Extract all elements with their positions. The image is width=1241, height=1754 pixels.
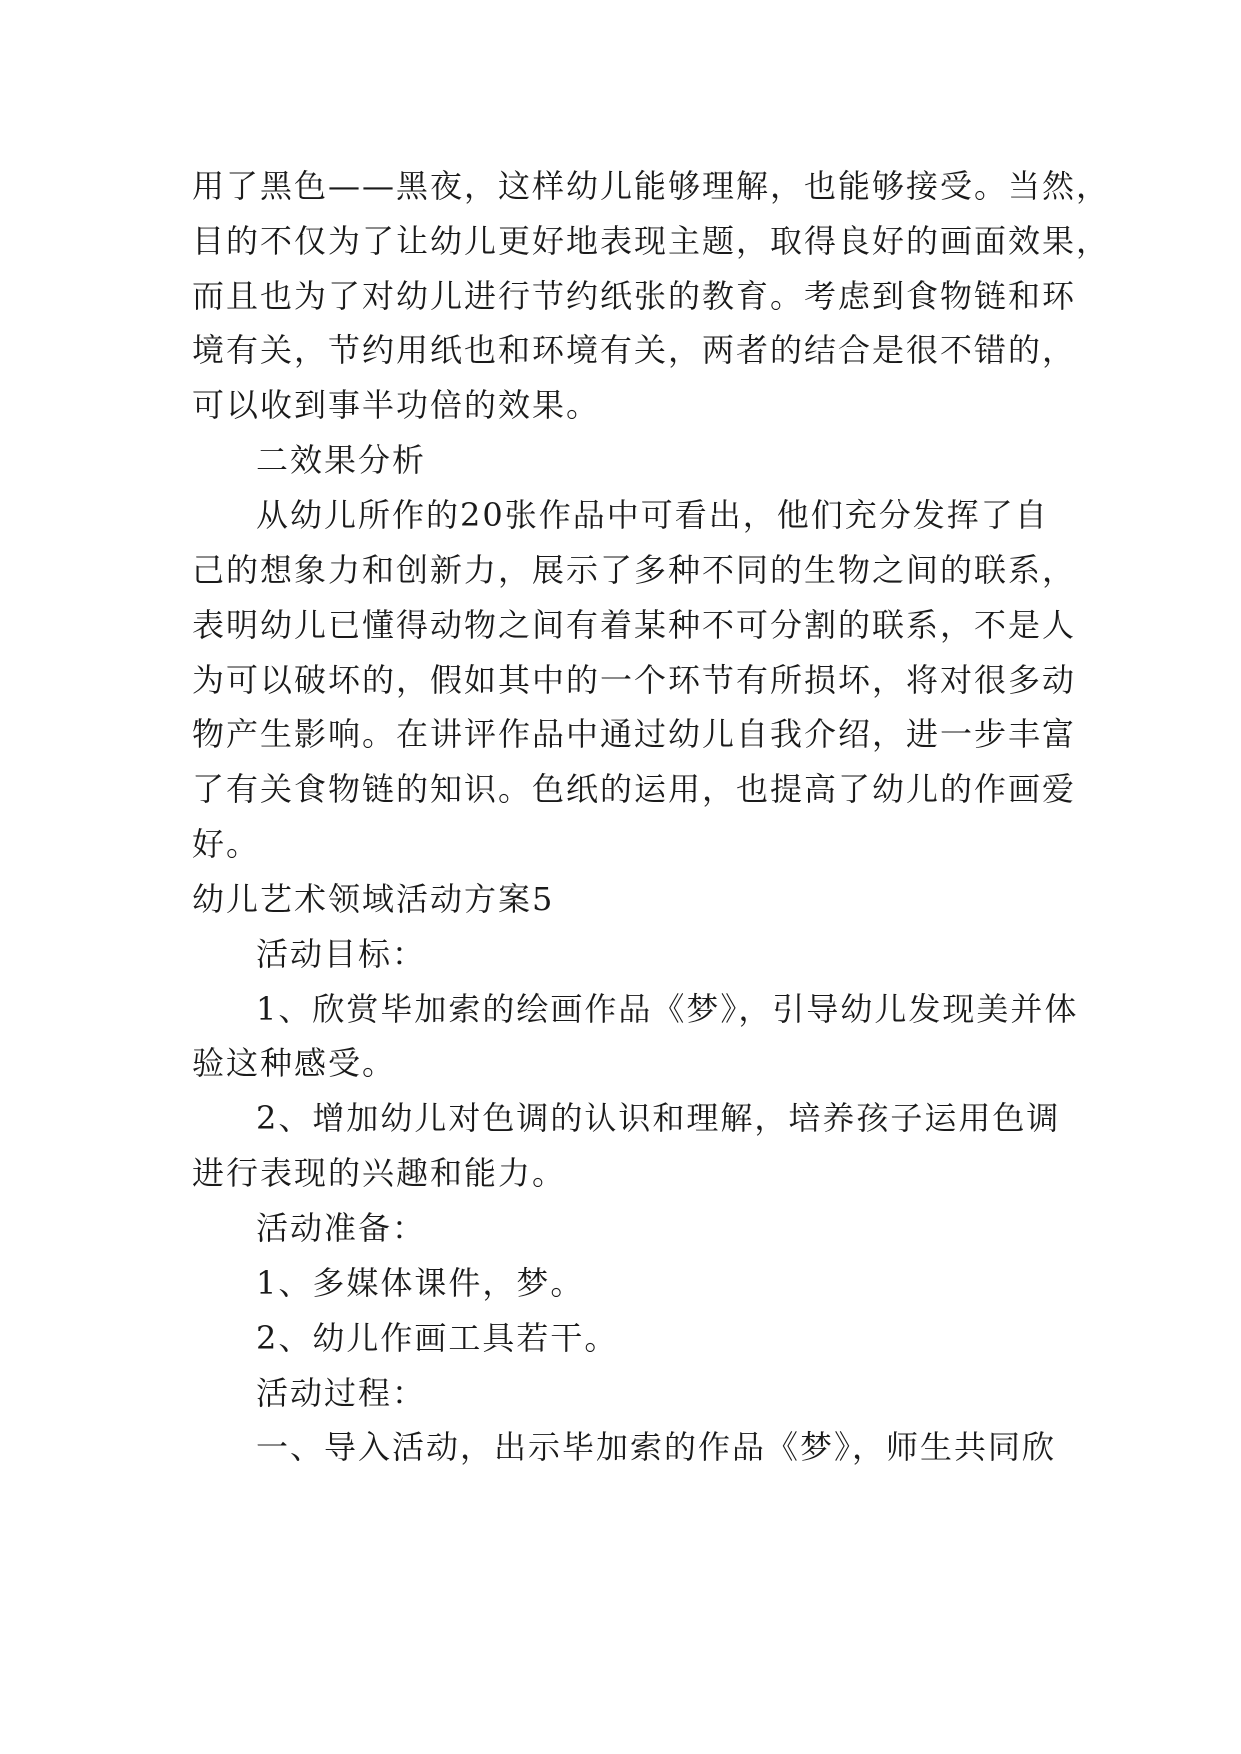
paragraph-line: 为可以破坏的，假如其中的一个环节有所损坏，将对很多动 (192, 661, 1077, 699)
paragraph-line: 可以收到事半功倍的效果。 (192, 386, 601, 424)
paragraph-line: 好。 (192, 825, 261, 863)
list-item: 2、增加幼儿对色调的认识和理解，培养孩子运用色调 (256, 1099, 1061, 1137)
section-heading: 活动目标： (256, 935, 427, 973)
paragraph-line: 了有关食物链的知识。色纸的运用，也提高了幼儿的作画爱 (192, 770, 1077, 808)
section-heading: 活动过程： (256, 1374, 427, 1412)
paragraph-line: 验这种感受。 (192, 1044, 397, 1082)
paragraph-line: 物产生影响。在讲评作品中通过幼儿自我介绍，进一步丰富 (192, 715, 1077, 753)
section-heading: 二效果分析 (256, 441, 427, 479)
list-item: 1、欣赏毕加索的绘画作品《梦》，引导幼儿发现美并体 (256, 990, 1079, 1028)
list-item: 1、多媒体课件，梦。 (256, 1264, 585, 1302)
article-title: 幼儿艺术领域活动方案5 (192, 880, 555, 918)
paragraph-line: 进行表现的兴趣和能力。 (192, 1154, 567, 1192)
paragraph-line: 己的想象力和创新力，展示了多种不同的生物之间的联系， (192, 551, 1077, 589)
list-item: 2、幼儿作画工具若干。 (256, 1319, 619, 1357)
paragraph-line: 而且也为了对幼儿进行节约纸张的教育。考虑到食物链和环 (192, 277, 1077, 315)
paragraph-line: 从幼儿所作的20张作品中可看出，他们充分发挥了自 (256, 496, 1049, 534)
paragraph-line: 表明幼儿已懂得动物之间有着某种不可分割的联系，不是人 (192, 606, 1077, 644)
list-item: 一、导入活动，出示毕加索的作品《梦》，师生共同欣 (256, 1428, 1057, 1466)
paragraph-line: 境有关，节约用纸也和环境有关，两者的结合是很不错的， (192, 331, 1077, 369)
paragraph-line: 用了黑色——黑夜，这样幼儿能够理解，也能够接受。当然， (192, 167, 1111, 205)
paragraph-line: 目的不仅为了让幼儿更好地表现主题，取得良好的画面效果， (192, 222, 1111, 260)
section-heading: 活动准备： (256, 1209, 427, 1247)
